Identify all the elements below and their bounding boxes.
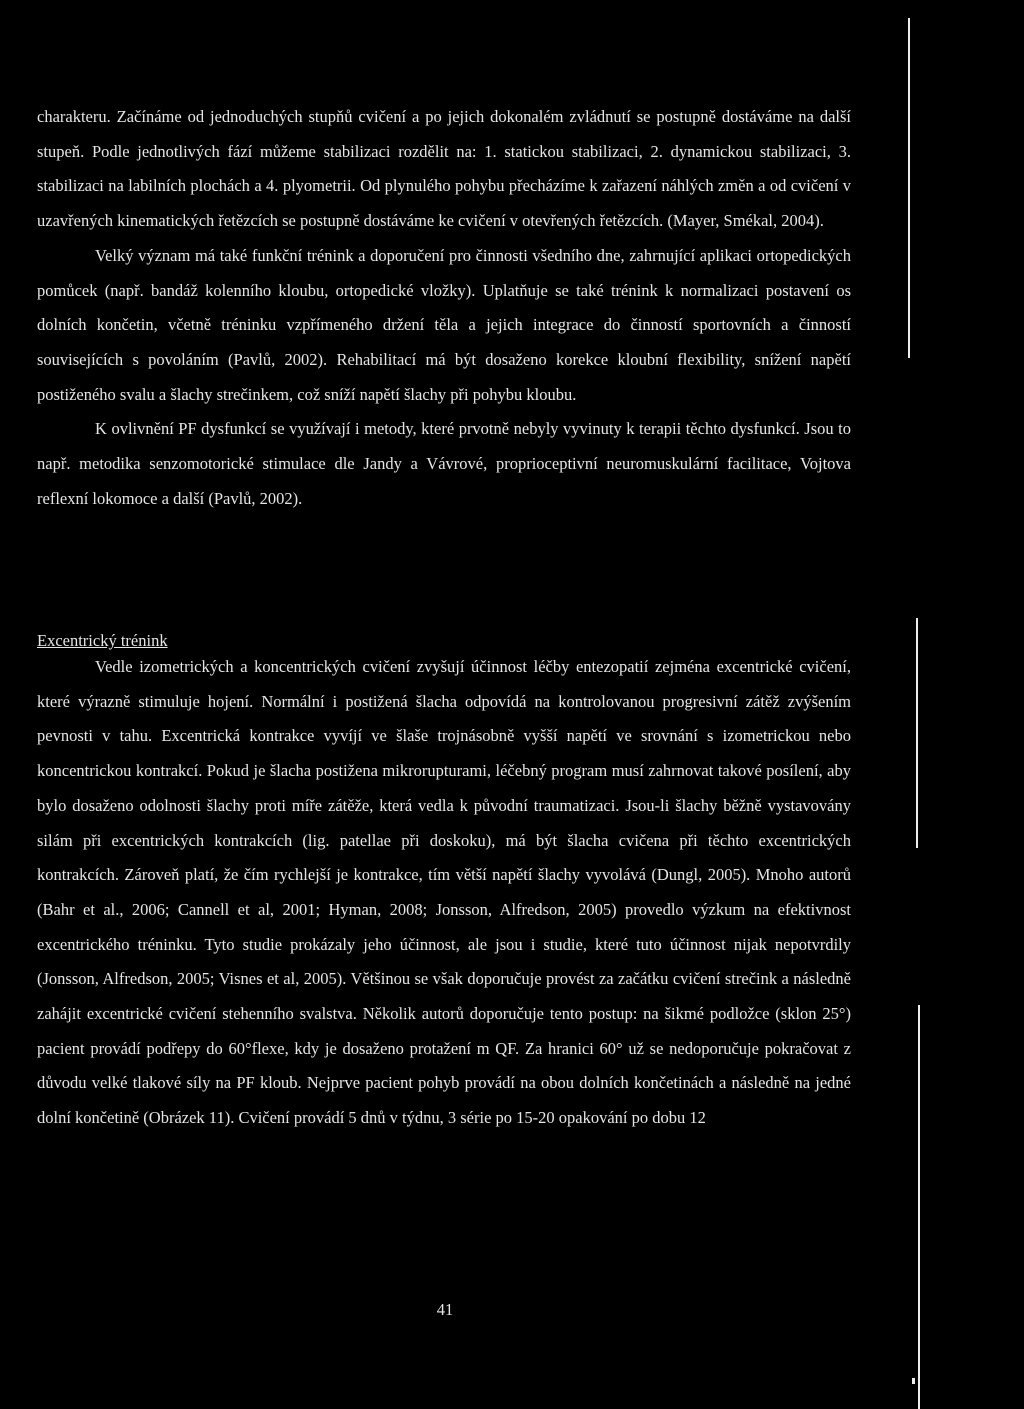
paragraph-pf-methods: K ovlivnění PF dysfunkcí se využívají i metody, které prvotně nebyly vyvinuty k terapii těchto dysfunkcí. Jsou to např. metodika senzomotorické stimulace dle Jandy a Vávrové, proprioceptivní neuromuskulární facilitace, Vojtova reflexní lokomoce a další (Pavlů, 2002). [37, 419, 851, 508]
paragraph-eccentric-training: Vedle izometrických a koncentrických cvičení zvyšují účinnost léčby entezopatií zejména excentrické cvičení, které výrazně stimuluje hojení. Normální i postižená šlacha odpovídá na kontrolovanou progresivní zátěž zvýšením pevnosti v tahu. Excentrická kontrakce vyvíjí ve šlaše trojnásobně vyšší napětí ve srovnání s izometrickou nebo koncentrickou kontrakcí. Pokud je šlacha postižena mikrorupturami, léčebný program musí zahrnovat takové posílení, aby bylo dosaženo odolnosti šlachy proti míře zátěže, která vedla k původní traumatizaci. Jsou-li šlachy běžně vystavovány silám při excentrických kontrakcích (lig. patellae při doskoku), má být šlacha cvičena při těchto excentrických kontrakcích. Zároveň platí, že čím rychlejší je kontrakce, tím větší napětí šlachy vyvolává (Dungl, 2005). Mnoho autorů (Bahr et al., 2006; Cannell et al, 2001; Hyman, 2008; Jonsson, Alfredson, 2005) provedlo výzkum na efektivnost excentrického tréninku. Tyto studie prokázaly jeho účinnost, ale jsou i studie, které tuto účinnost nijak nepotvrdily (Jonsson, Alfredson, 2005; Visnes et al, 2005). Většinou se však doporučuje provést za začátku cvičení strečink a následně zahájit excentrické cvičení stehenního svalstva. Několik autorů doporučuje tento postup: na šikmé podložce (sklon 25°) pacient provádí podřepy do 60°flexe, kdy je dosaženo protažení m QF. Za hranici 60° už se nedoporučuje pokračovat z důvodu velké tlakové síly na PF kloub. Nejprve pacient pohyb provádí na obou dolních končetinách a následně na jedné dolní končetině (Obrázek 11). Cvičení provádí 5 dnů v týdnu, 3 série po 15-20 opakování po dobu 12 [37, 657, 851, 1128]
paragraph-functional-training: Velký význam má také funkční trénink a doporučení pro činnosti všedního dne, zahrnující aplikaci ortopedických pomůcek (např. bandáž kolenního kloubu, ortopedické vložky). Uplatňuje se také trénink k normalizaci postavení os dolních končetin, včetně tréninku vzpřímeného držení těla a jejich integrace do činností sportovních a činností souvisejících s povoláním (Pavlů, 2002). Rehabilitací má být dosaženo korekce kloubní flexibility, snížení napětí postiženého svalu a šlachy strečinkem, což sníží napětí šlachy při pohybu kloubu. [37, 245, 851, 404]
scan-edge-line [918, 1005, 920, 1409]
page-number: 41 [436, 1300, 454, 1319]
body-text-top [37, 100, 851, 516]
paragraph-stabilization: charakteru. Začínáme od jednoduchých stupňů cvičení a po jejich dokonalém zvládnutí se postupně dostáváme na další stupeň. Podle jednotlivých fází můžeme stabilizaci rozdělit na: 1. statickou stabilizaci, 2. dynamickou stabilizaci, 3. stabilizaci na labilních plochách a 4. plyometrii. Od plynulého pohybu přecházíme k zařazení náhlých změn a od cvičení v uzavřených kinematických řetězcích se postupně dostáváme ke cvičení v otevřených řetězcích. (Mayer, Smékal, 2004). [37, 107, 851, 231]
section-heading: Excentrický trénink [37, 631, 168, 650]
scan-edge-line [916, 618, 918, 848]
scan-edge-line [908, 18, 910, 358]
scan-artifact-dot [912, 1378, 915, 1384]
body-text-bottom [37, 650, 851, 1136]
